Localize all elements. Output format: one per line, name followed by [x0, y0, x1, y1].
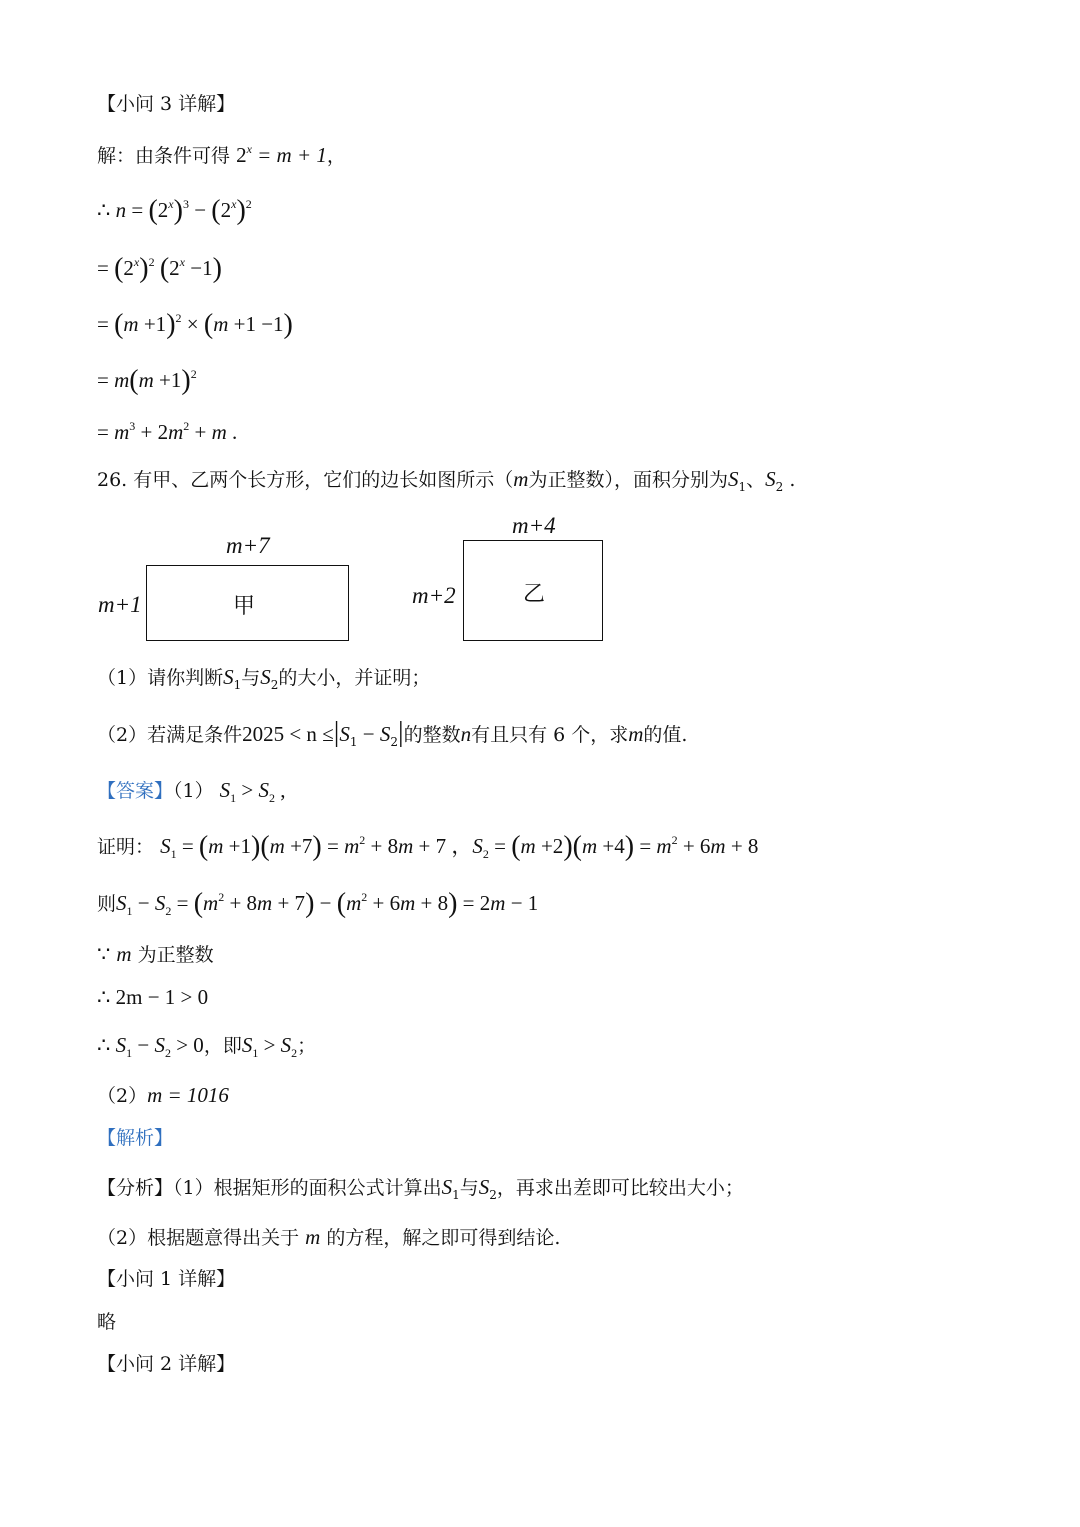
- conclusion-line: ∴ $S_1 - S_2 > 0$，即$S_1 > S_2$；: [97, 1033, 317, 1060]
- question-1: （1）请你判断$S_1$与$S_2$的大小，并证明；: [97, 665, 431, 692]
- step-5: = $m^3 + 2m^2 + m$ .: [97, 419, 238, 444]
- answer-2-line: （2）m = 1016: [97, 1083, 229, 1107]
- difference-line: 则$S_1 - S_2 = (m^2 + 8m + 7) - (m^2 + 6m + 8) = 2m - 1$: [97, 888, 539, 919]
- sub2-heading: 【小问 2 详解】: [97, 1353, 236, 1375]
- solve-prefix: 解：由条件可得: [97, 145, 231, 167]
- solve-line: 解：由条件可得 2$^x$ = m + 1，: [97, 142, 346, 167]
- proof-line: 证明： $S_1 = (m +1)(m +7) = m^2 + 8m + 7$ ，$S_2 = (m +2)(m +4) = m^2 + 6m + 8$: [97, 831, 759, 862]
- question-2: （2）若满足条件$2025 < n \le|S_1 - S_2|$的整数n有且只有 6 个，求m的值.: [97, 717, 688, 749]
- answer-line: 【答案】（1） $S_1 > S_2$ ,: [97, 778, 286, 805]
- step-4: = $m(m +1)^2$: [97, 365, 197, 396]
- answer-tag: 【答案】: [97, 780, 174, 802]
- eq1: 2$^x$ = m + 1: [236, 142, 327, 167]
- sub3-heading: 【小问 3 详解】: [97, 93, 236, 115]
- rect1-center-label: 甲: [233, 594, 256, 619]
- step-2: = $(2^x)^2$ $(2^x -1)$: [97, 253, 222, 284]
- sub1-heading: 【小问 1 详解】: [97, 1268, 236, 1290]
- because-line: ∵ m 为正整数: [97, 942, 214, 966]
- analysis-line-1: 【分析】（1）根据矩形的面积公式计算出$S_1$与$S_2$，再求出差即可比较出大小；: [97, 1175, 744, 1202]
- rect2-side-label: m+2: [412, 583, 456, 608]
- analysis-line-2: （2）根据题意得出关于 m 的方程，解之即可得到结论.: [97, 1225, 561, 1249]
- rect1-side-label: m+1: [98, 592, 142, 617]
- problem-26: 26. 有甲、乙两个长方形，它们的边长如图所示（m为正整数），面积分别为$S_1$、$S_2$ .: [97, 467, 796, 494]
- rect2-center-label: 乙: [523, 582, 546, 607]
- rect1-top-label: m+7: [226, 533, 270, 558]
- rect2-top-label: m+4: [512, 513, 556, 538]
- analysis-tag: 【解析】: [97, 1127, 174, 1149]
- step-1: ∴ $n = (2^x)^3 - (2^x)^2$: [97, 195, 252, 226]
- omitted-text: 略: [97, 1311, 117, 1333]
- ineq-line: ∴ 2m − 1 > 0: [97, 985, 209, 1009]
- step-3: = $(m +1)^2 \times (m +1 -1)$: [97, 309, 293, 340]
